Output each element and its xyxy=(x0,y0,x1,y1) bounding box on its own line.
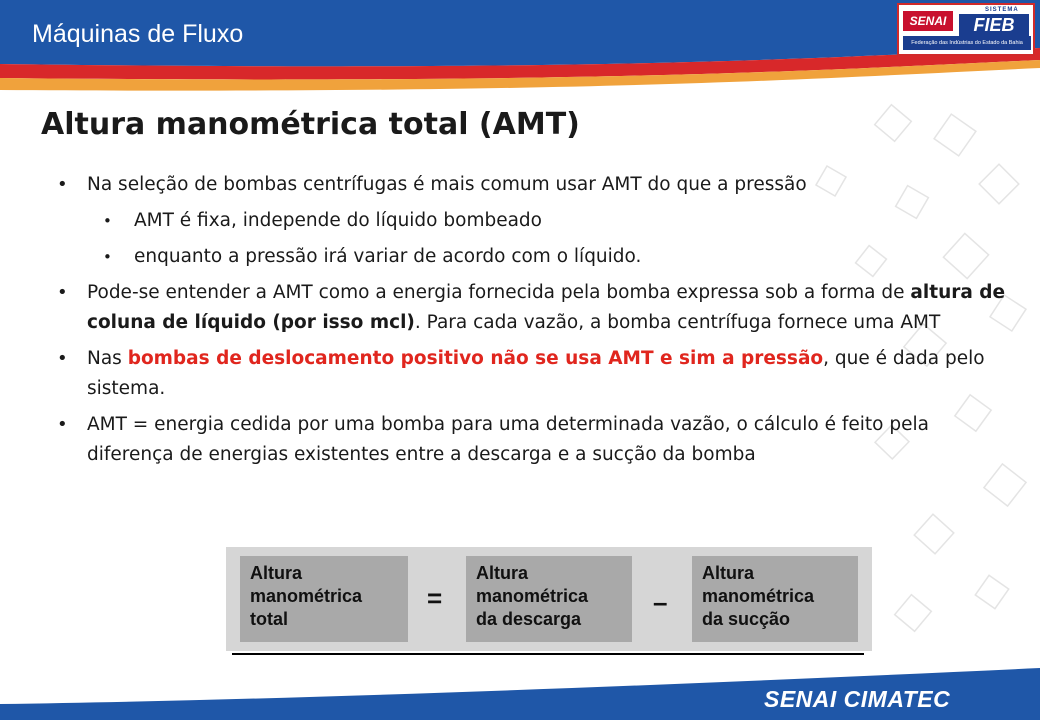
senai-fieb-logo xyxy=(897,3,1035,56)
footer-brand: SENAI CIMATEC xyxy=(764,686,951,712)
bullet-item xyxy=(55,170,1020,200)
bullet-symbol: • xyxy=(103,248,112,266)
logo-sistema: SISTEMA xyxy=(985,7,1019,13)
term-line: Altura xyxy=(702,563,755,583)
bullet-text: AMT é fixa, independe do líquido bombeado xyxy=(134,210,542,231)
bullet-text-bold: altura de coluna de líquido (por isso mcl) xyxy=(87,282,1006,333)
equation-term-succao xyxy=(692,556,858,642)
term-line: manométrica xyxy=(476,586,589,606)
bullet-list xyxy=(55,170,1020,476)
header-wave xyxy=(0,0,1040,100)
bullet-text: AMT = energia cedida por uma bomba para uma determinada vazão, o cálculo é feito pela diferença de energias existentes entre a descarga e a sucção da bomba xyxy=(87,414,929,465)
term-line: Altura xyxy=(250,563,303,583)
bullet-symbol: • xyxy=(57,174,68,195)
term-line: total xyxy=(250,609,288,629)
bullet-text-pre: Nas xyxy=(87,348,128,369)
bullet-item xyxy=(55,344,1020,404)
bullet-text-post: , que é dada pelo sistema. xyxy=(87,348,985,399)
logo-fieb: FIEB xyxy=(959,14,1029,36)
term-line: da sucção xyxy=(702,609,791,629)
bullet-text: enquanto a pressão irá variar de acordo com o líquido. xyxy=(134,246,642,267)
term-line: Altura xyxy=(476,563,529,583)
footer-band xyxy=(0,660,1040,720)
bullet-symbol: • xyxy=(57,348,68,369)
logo-senai: SENAI xyxy=(903,11,953,31)
logo-subtitle: Federação das Indústrias do Estado da Bahia xyxy=(903,36,1031,50)
sub-bullet-item xyxy=(55,206,1020,236)
bullet-text-pre: Pode-se entender a AMT como a energia fornecida pela bomba expressa sob a forma de xyxy=(87,282,911,303)
header-band xyxy=(0,0,1040,100)
term-line: da descarga xyxy=(476,609,582,629)
term-line: manométrica xyxy=(250,586,363,606)
equation-term-descarga xyxy=(466,556,632,642)
sub-bullet-item xyxy=(55,242,1020,272)
bullet-text-post: . Para cada vazão, a bomba centrífuga fornece uma AMT xyxy=(414,312,941,333)
header-title: Máquinas de Fluxo xyxy=(32,20,244,48)
bullet-symbol: • xyxy=(57,414,68,435)
amt-equation-figure xyxy=(226,547,872,651)
bullet-item xyxy=(55,410,1020,470)
equation-underline xyxy=(232,653,864,655)
bullet-symbol: • xyxy=(103,212,112,230)
equals-sign: = xyxy=(427,583,443,613)
bullet-text: Na seleção de bombas centrífugas é mais comum usar AMT do que a pressão xyxy=(87,174,807,195)
bullet-symbol: • xyxy=(57,282,68,303)
minus-sign: – xyxy=(653,587,668,617)
bullet-item xyxy=(55,278,1020,338)
term-line: manométrica xyxy=(702,586,815,606)
slide-title: Altura manométrica total (AMT) xyxy=(41,107,580,142)
equation-term-total xyxy=(240,556,408,642)
bullet-text-highlight: bombas de deslocamento positivo não se usa AMT e sim a pressão xyxy=(127,348,824,369)
